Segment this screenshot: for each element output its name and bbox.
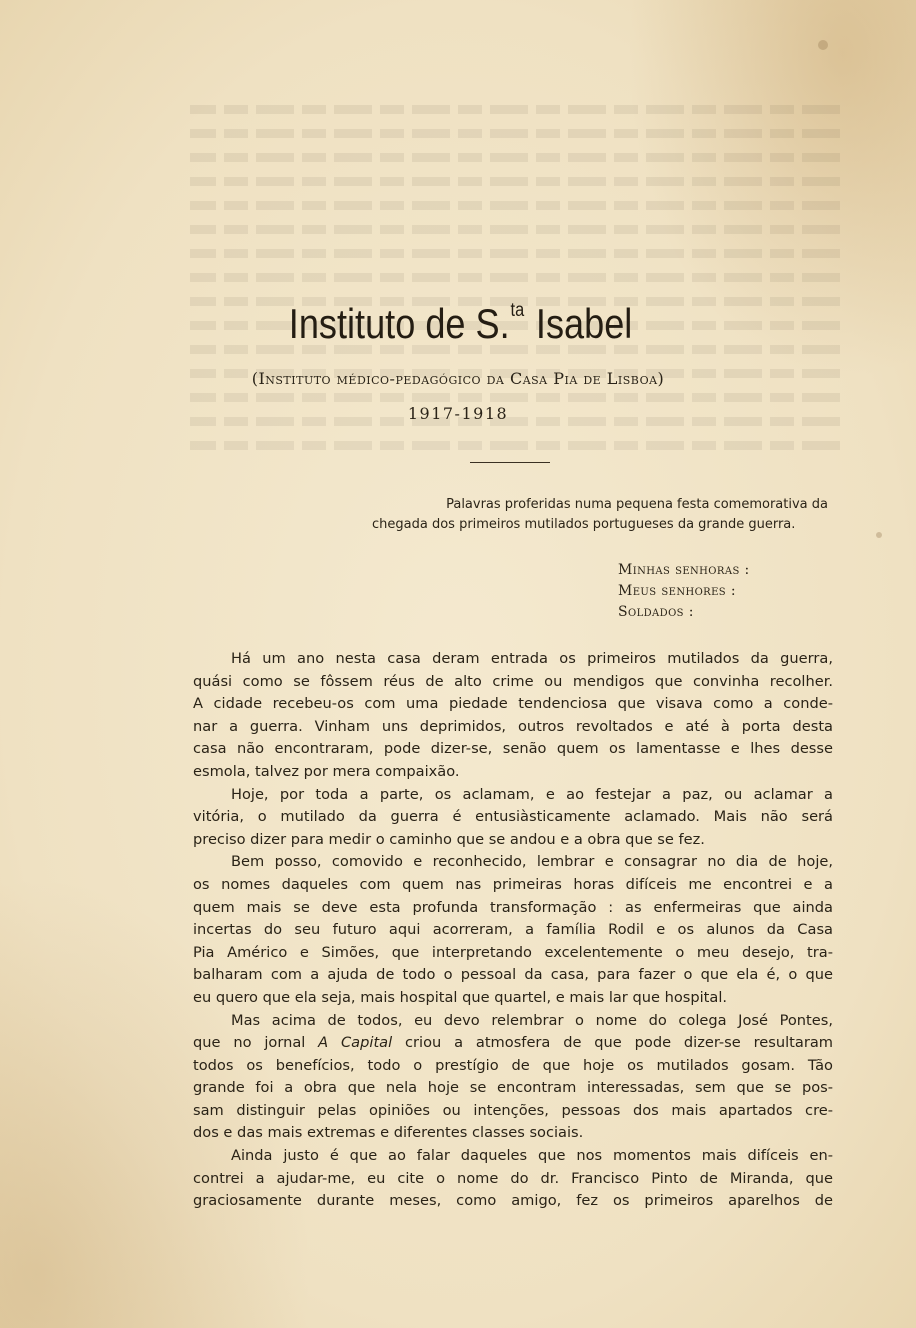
line-part: que no jornal [193, 1034, 319, 1052]
text-line: casa não encontraram, pode dizer-se, senão quem os lamentasse e lhes desse [193, 740, 833, 758]
epigraph [360, 495, 830, 535]
text-line: todos os benefícios, todo o prestígio de que hoje os mutilados gosam. Tão [193, 1056, 833, 1074]
epigraph-line: chegada dos primeiros mutilados portugueses da grande guerra. [372, 517, 796, 532]
salutation-line: Soldados : [618, 604, 694, 620]
body-text [193, 648, 833, 1213]
epigraph-line: Palavras proferidas numa pequena festa comemorativa da [446, 497, 828, 512]
text-line: vitória, o mutilado da guerra é entusiàsticamente aclamado. Mais não será [193, 808, 833, 826]
text-line: esmola, talvez por mera compaixão. [193, 762, 460, 780]
text-line: grande foi a obra que nela hoje se encontram interessadas, sem que se pos- [193, 1079, 833, 1097]
text-line: balharam com a ajuda de todo o pessoal da casa, para fazer o que ela é, o que [193, 966, 833, 984]
text-line: preciso dizer para medir o caminho que se andou e a obra que se fez. [193, 830, 705, 848]
text-line: quási como se fôssem réus de alto crime ou mendigos que convinha recolher. [193, 672, 833, 690]
text-line: eu quero que ela seja, mais hospital que quartel, e mais lar que hospital. [193, 988, 728, 1006]
line-part: criou a atmosfera de que pode dizer-se resultaram [392, 1034, 833, 1052]
text-line: sam distinguir pelas opiniões ou intenções, pessoas dos mais apartados cre- [193, 1101, 833, 1119]
text-line: Hoje, por toda a parte, os aclamam, e ao festejar a paz, ou aclamar a [231, 785, 833, 803]
text-line: Bem posso, comovido e reconhecido, lembrar e consagrar no dia de hoje, [231, 853, 833, 871]
newspaper-name: A Capital [318, 1034, 393, 1052]
page-subtitle: (Instituto médico-pedagógico da Casa Pia de Lisboa) [251, 369, 665, 388]
paper-spot [818, 40, 828, 50]
text-line: contrei a ajudar-me, eu cite o nome do dr. Francisco Pinto de Miranda, que [193, 1169, 833, 1187]
text-line: os nomes daqueles com quem nas primeiras horas difíceis me encontrei e a [193, 875, 833, 893]
title-superscript: ta [510, 300, 525, 321]
page-title [67, 300, 855, 348]
text-line: graciosamente durante meses, como amigo, fez os primeiros aparelhos de [193, 1192, 833, 1210]
salutation [618, 560, 750, 623]
paper-spot [876, 532, 882, 538]
text-line: quem mais se deve esta profunda transformação : as enfermeiras que ainda [193, 898, 833, 916]
text-line: A cidade recebeu-os com uma piedade tendenciosa que visava como a conde- [193, 695, 833, 713]
salutation-line: Meus senhores : [618, 583, 737, 599]
text-line: dos e das mais extremas e diferentes classes sociais. [193, 1124, 584, 1142]
date-range: 1917-1918 [407, 404, 509, 423]
text-line-with-italic [193, 1032, 833, 1055]
title-text: Instituto de S. [288, 300, 510, 347]
text-line: Mas acima de todos, eu devo relembrar o nome do colega José Pontes, [231, 1011, 833, 1029]
text-line: incertas do seu futuro aqui acorreram, a família Rodil e os alunos da Casa [193, 921, 833, 939]
text-line: nar a guerra. Vinham uns deprimidos, outros revoltados e até à porta desta [193, 717, 833, 735]
salutation-line: Minhas senhoras : [618, 562, 750, 578]
text-line: Ainda justo é que ao falar daqueles que nos momentos mais difíceis en- [231, 1147, 833, 1165]
title-text-end: Isabel [535, 300, 633, 347]
divider [470, 462, 550, 463]
text-line: Há um ano nesta casa deram entrada os primeiros mutilados da guerra, [231, 650, 833, 667]
text-line: Pia Américo e Simões, que interpretando excelentemente o meu desejo, tra- [193, 943, 833, 961]
